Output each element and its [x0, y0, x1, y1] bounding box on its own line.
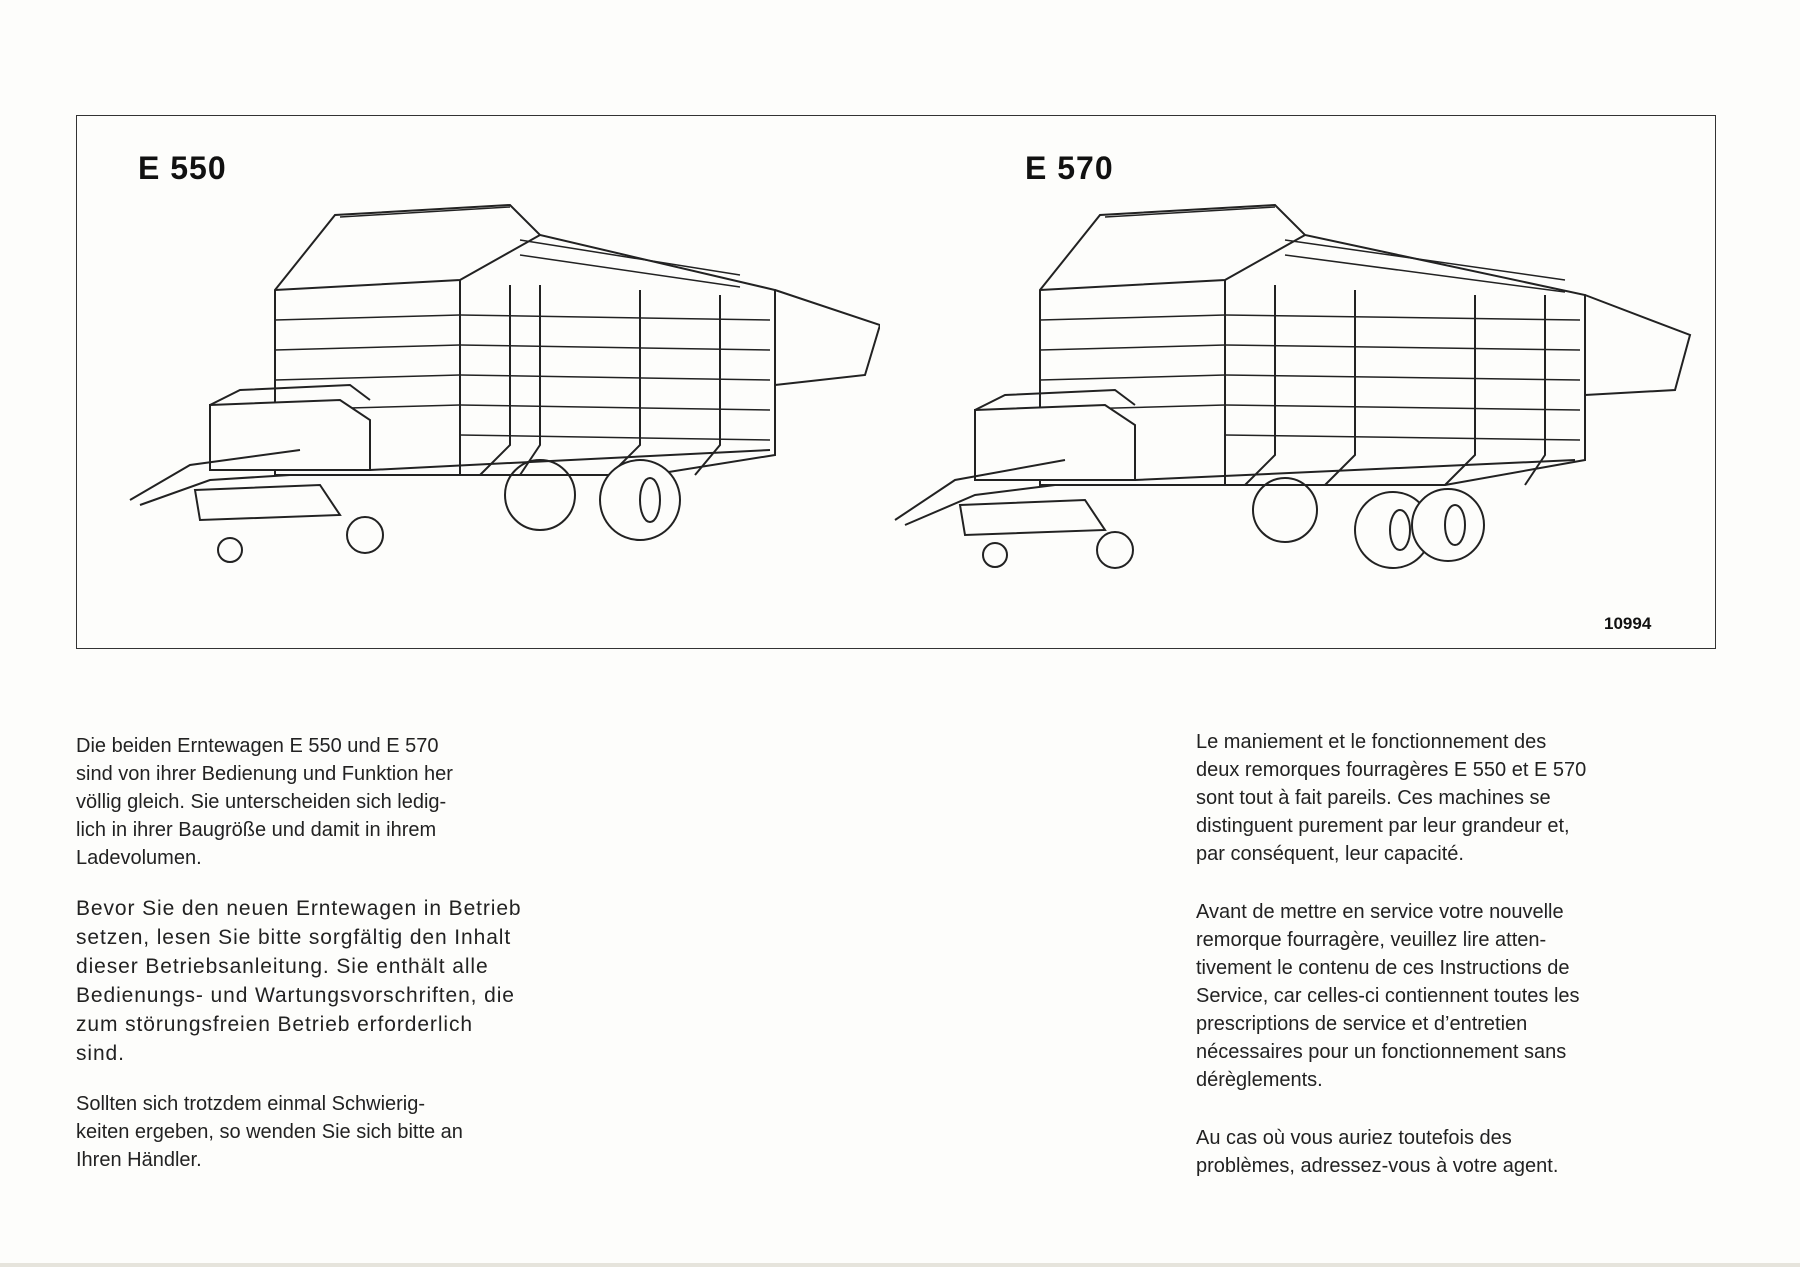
text-line: dérèglements.	[1196, 1069, 1323, 1091]
wagon-e570-illustration	[885, 195, 1705, 575]
text-line: remorque fourragère, veuillez lire atten-	[1196, 929, 1547, 951]
text-line: zum störungsfreien Betrieb erforderlich	[76, 1013, 473, 1036]
text-line: setzen, lesen Sie bitte sorgfältig den Inhalt	[76, 926, 512, 949]
figure-number: 10994	[1604, 614, 1652, 633]
text-line: Bevor Sie den neuen Erntewagen in Betrieb	[76, 897, 522, 920]
text-line: Ladevolumen.	[76, 847, 202, 869]
german-text-column	[76, 732, 522, 1196]
french-paragraph-1	[1196, 728, 1586, 868]
text-line: keiten ergeben, so wenden Sie sich bitte an	[76, 1121, 463, 1143]
text-line: Die beiden Erntewagen E 550 und E 570	[76, 735, 439, 757]
text-line: Au cas où vous auriez toutefois des	[1196, 1127, 1512, 1149]
text-line: sont tout à fait pareils. Ces machines se	[1196, 787, 1551, 809]
text-line: dieser Betriebsanleitung. Sie enthält alle	[76, 955, 489, 978]
french-paragraph-3	[1196, 1124, 1586, 1180]
text-line: tivement le contenu de ces Instructions de	[1196, 957, 1570, 979]
text-line: Avant de mettre en service votre nouvelle	[1196, 901, 1564, 923]
text-line: sind.	[76, 1042, 125, 1065]
french-paragraph-2	[1196, 898, 1586, 1094]
text-line: par conséquent, leur capacité.	[1196, 843, 1464, 865]
german-paragraph-1	[76, 732, 522, 872]
model-label-e570: E 570	[1025, 150, 1114, 186]
text-line: distinguent purement par leur grandeur et,	[1196, 815, 1570, 837]
text-line: sind von ihrer Bedienung und Funktion her	[76, 763, 453, 785]
german-paragraph-2	[76, 894, 522, 1068]
text-line: völlig gleich. Sie unterscheiden sich ledig-	[76, 791, 447, 813]
wagon-e550-illustration	[120, 195, 880, 575]
text-line: Ihren Händler.	[76, 1149, 202, 1171]
text-line: Service, car celles-ci contiennent toutes les	[1196, 985, 1580, 1007]
german-paragraph-3	[76, 1090, 522, 1174]
text-line: Bedienungs- und Wartungsvorschriften, die	[76, 984, 515, 1007]
text-line: prescriptions de service et d’entretien	[1196, 1013, 1528, 1035]
text-line: Sollten sich trotzdem einmal Schwierig-	[76, 1093, 426, 1115]
text-line: deux remorques fourragères E 550 et E 570	[1196, 759, 1587, 781]
text-line: nécessaires pour un fonctionnement sans	[1196, 1041, 1567, 1063]
text-line: lich in ihrer Baugröße und damit in ihrem	[76, 819, 437, 841]
page-edge	[0, 1263, 1800, 1267]
french-text-column	[1196, 728, 1586, 1202]
model-label-e550: E 550	[138, 150, 227, 186]
text-line: problèmes, adressez-vous à votre agent.	[1196, 1155, 1559, 1177]
text-line: Le maniement et le fonctionnement des	[1196, 731, 1547, 753]
